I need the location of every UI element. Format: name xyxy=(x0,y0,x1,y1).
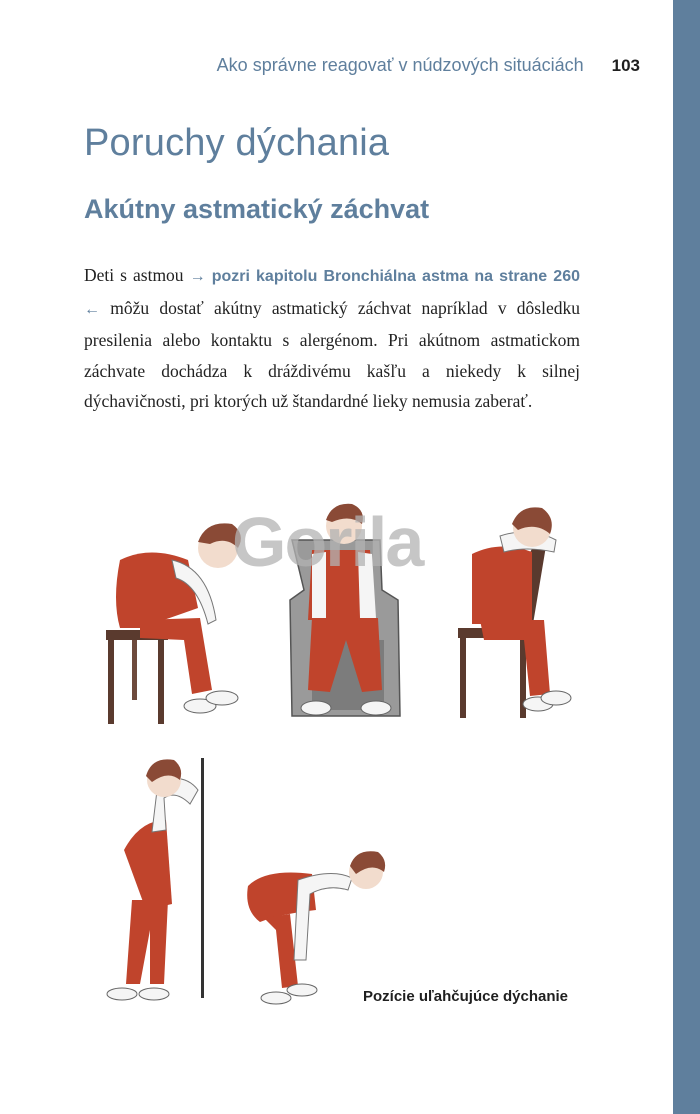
figure-caption: Pozície uľahčujúce dýchanie xyxy=(363,988,569,1005)
chapter-title: Poruchy dýchania xyxy=(84,122,390,164)
breathing-positions-illustration xyxy=(80,490,600,1020)
paragraph-lead: Deti s astmou xyxy=(84,265,190,285)
paragraph-rest: môžu dostať akútny astmatický záchvat napríklad v dôsledku presilenia alebo kontaktu s alergénom. Pri akútnom astmatickom záchvate dochádza k dráždivému kašľu a niekedy k silnej dýchavičnosti, pri ktorých už štandardné lieky nemusia zaberať. xyxy=(84,297,580,411)
body-paragraph xyxy=(84,260,580,417)
cross-reference-text: pozri kapitolu Bronchiálna astma na strane 260 xyxy=(205,268,580,285)
side-color-band xyxy=(673,0,700,1114)
publisher-watermark: Gorila xyxy=(232,503,423,581)
figure-sitting-backwards xyxy=(458,507,571,718)
section-title: Akútny astmatický záchvat xyxy=(84,194,430,224)
page-number: 103 xyxy=(611,56,640,75)
figure-sitting-leaning-forward xyxy=(106,523,241,724)
running-title: Ako správne reagovať v núdzových situáciách xyxy=(216,55,584,75)
arrow-right-icon: → xyxy=(189,268,206,285)
figure-bent-over xyxy=(247,851,385,1004)
running-header xyxy=(217,55,640,76)
figure-standing-at-wall xyxy=(107,758,204,1000)
arrow-left-icon: ← xyxy=(84,300,100,318)
